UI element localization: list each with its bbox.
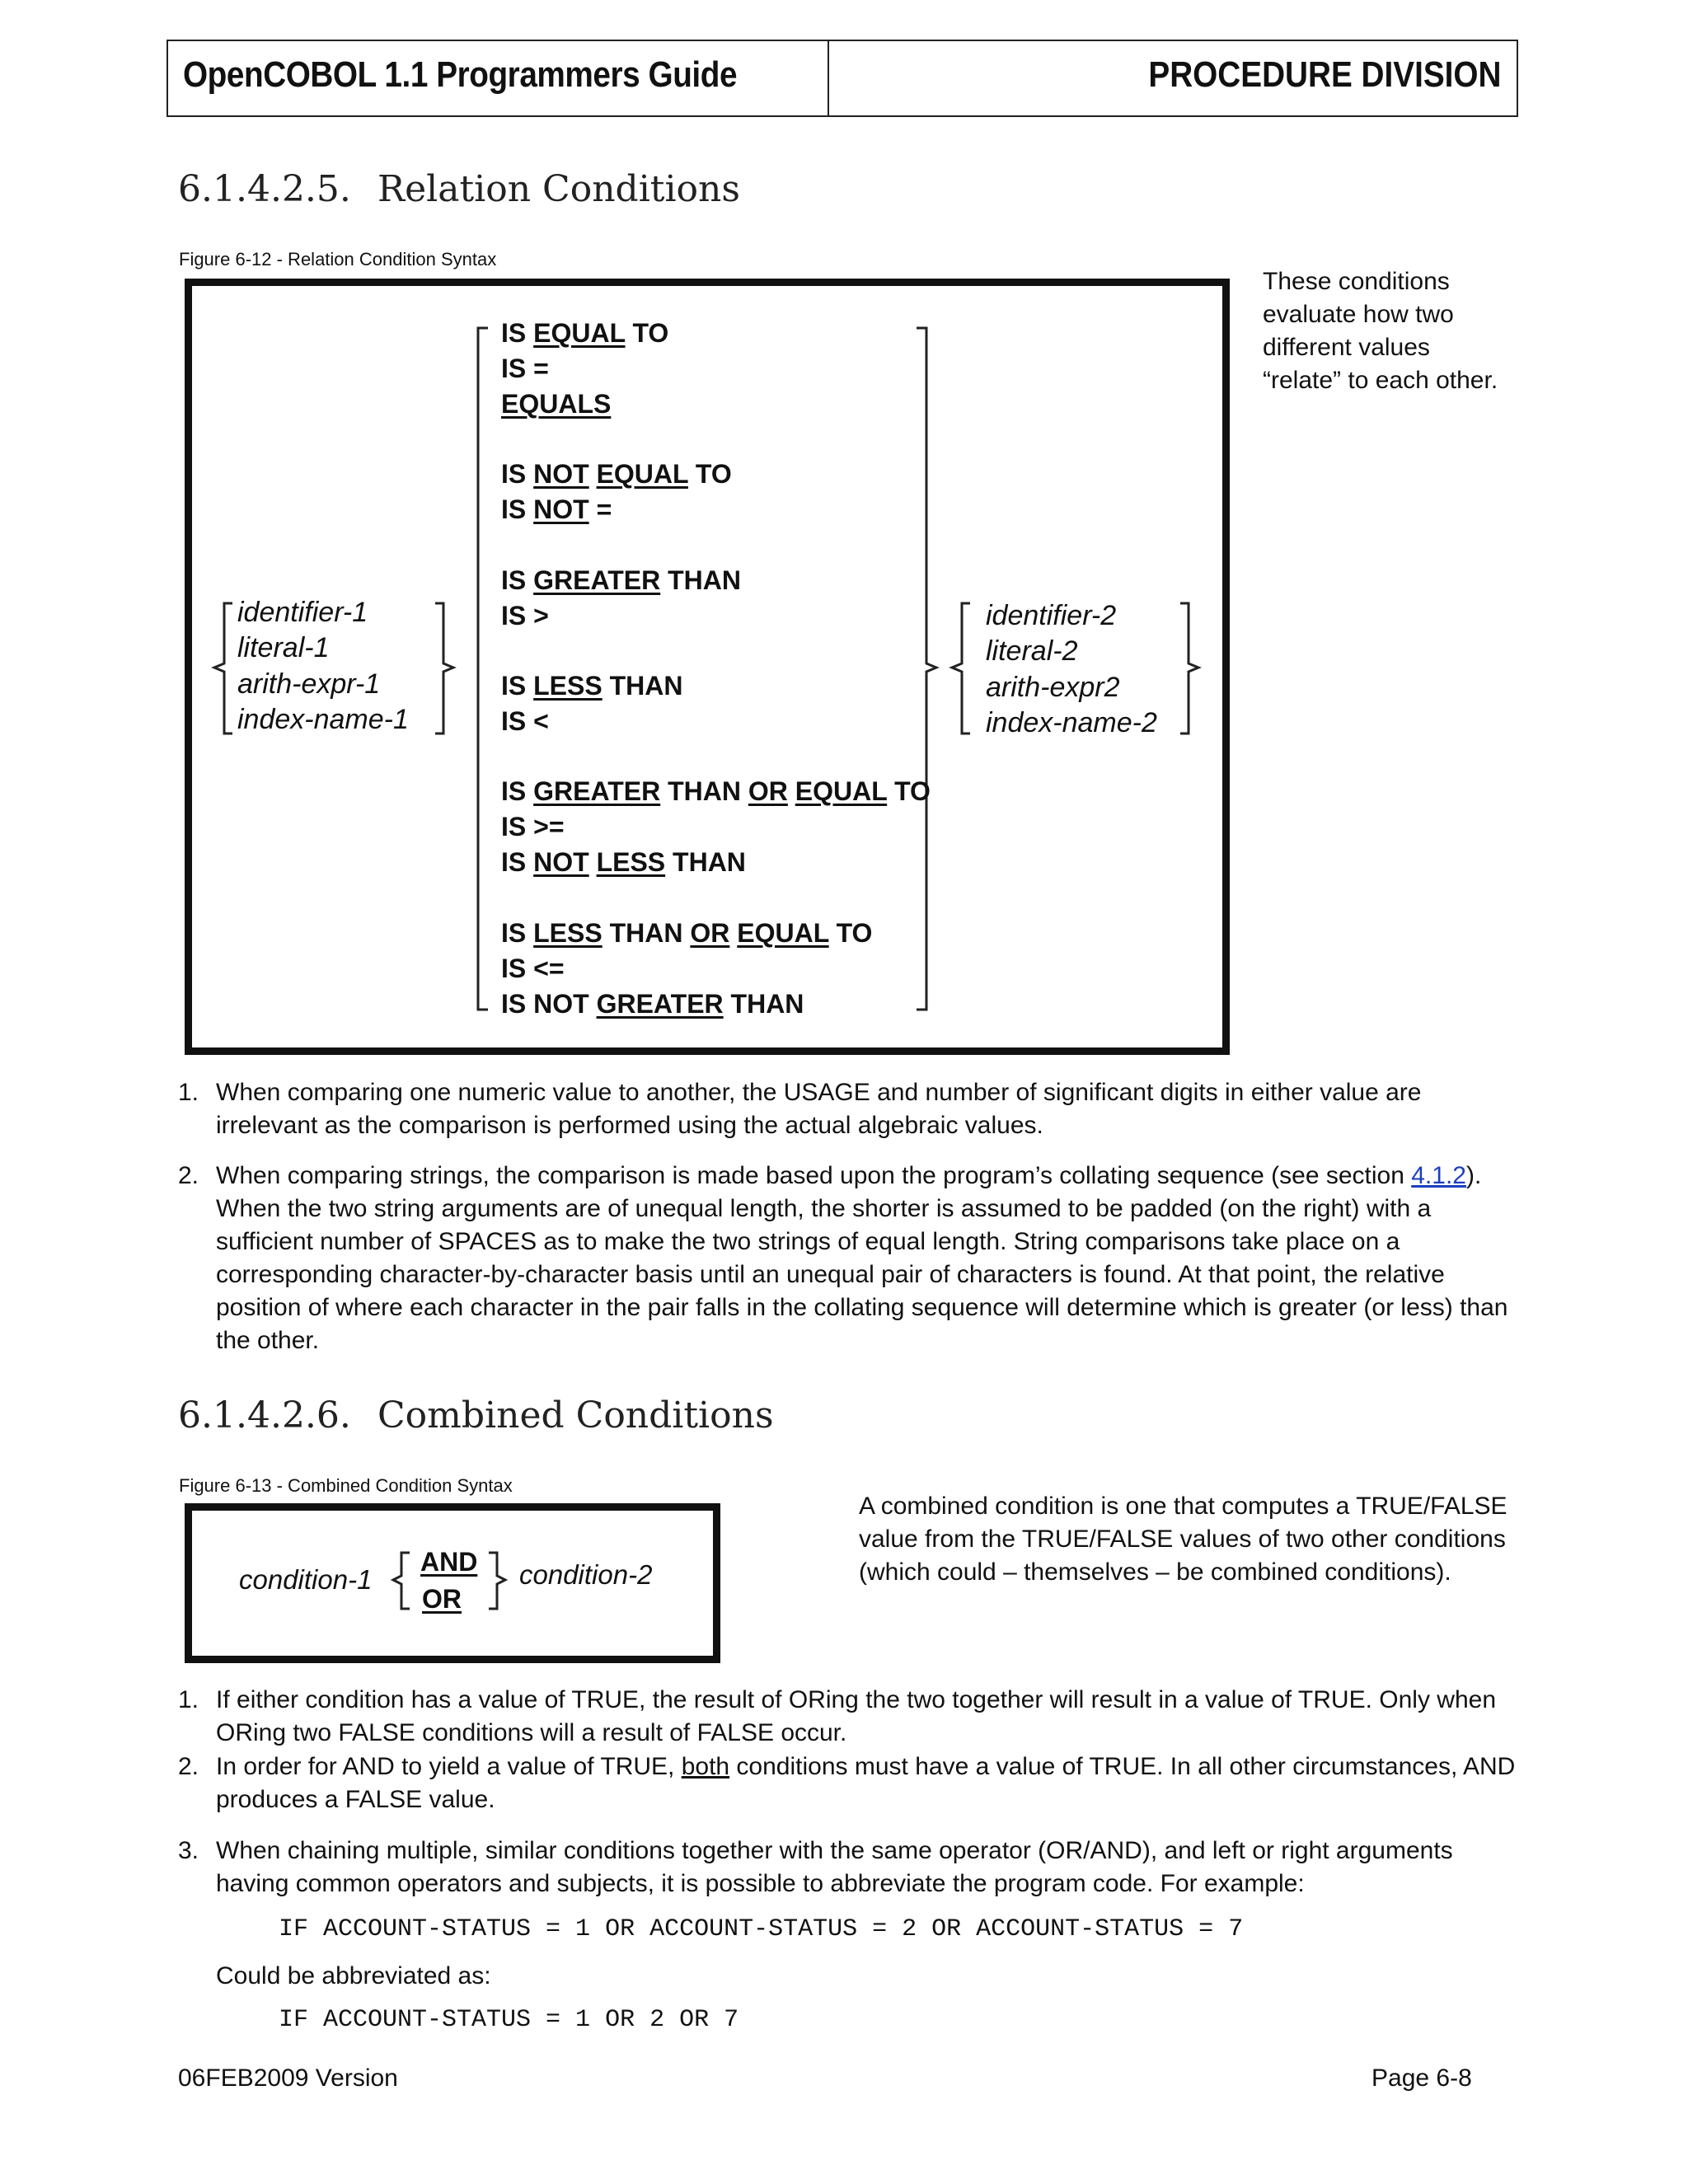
right-operand: arith-expr2 <box>986 672 1120 703</box>
operator-line: IS GREATER THAN <box>501 565 741 595</box>
footer-page: Page 6-8 <box>1372 2064 1472 2092</box>
section-link[interactable]: 4.1.2 <box>1411 1162 1466 1189</box>
right-operand: literal-2 <box>986 635 1078 667</box>
left-operand: index-name-1 <box>237 704 409 735</box>
section-number: 6.1.4.2.6. <box>178 1394 351 1436</box>
operator-line: IS <= <box>501 954 565 983</box>
list-number: 1. <box>178 1686 199 1713</box>
operator-line: IS >= <box>501 812 565 841</box>
list-item: When comparing one numeric value to another, the USAGE and number of significant digits in either value are irrelevant as the comparison is performed using the actual algebraic values. <box>216 1079 1422 1139</box>
list-number: 2. <box>178 1162 199 1189</box>
operator-line: IS LESS THAN OR EQUAL TO <box>501 918 873 948</box>
list-item: If either condition has a value of TRUE, the result of ORing the two together will result in a value of TRUE. Only when ORing two FALSE conditions will a result of FALSE occur. <box>216 1686 1496 1746</box>
abbrev-label: Could be abbreviated as: <box>216 1962 491 1990</box>
side-note: A combined condition is one that computes a TRUE/FALSE value from the TRUE/FALSE values of two other conditions (which could – themselves – be combined conditions). <box>859 1493 1507 1586</box>
left-operand: arith-expr-1 <box>237 668 381 700</box>
division-title: PROCEDURE DIVISION <box>1148 54 1502 95</box>
operator-line: IS LESS THAN <box>501 671 683 701</box>
operator-line: IS = <box>501 354 549 383</box>
operator-line: IS EQUAL TO <box>501 318 669 348</box>
left-operand: identifier-1 <box>237 597 368 628</box>
section-number: 6.1.4.2.5. <box>178 168 351 210</box>
keyword-or: OR <box>422 1584 462 1614</box>
list-number: 2. <box>178 1753 199 1780</box>
left-operand: literal-1 <box>237 632 330 663</box>
right-operand: index-name-2 <box>986 707 1157 738</box>
figure-caption: Figure 6-13 - Combined Condition Syntax <box>179 1475 513 1496</box>
code-example: IF ACCOUNT-STATUS = 1 OR 2 OR 7 <box>279 2006 739 2034</box>
condition-right: condition-2 <box>519 1559 653 1590</box>
list-number: 3. <box>178 1837 199 1864</box>
condition-left: condition-1 <box>239 1564 373 1595</box>
operator-line: EQUALS <box>501 389 612 419</box>
code-example: IF ACCOUNT-STATUS = 1 OR ACCOUNT-STATUS = 2 OR ACCOUNT-STATUS = 7 <box>279 1915 1244 1943</box>
operator-line: IS < <box>501 706 549 736</box>
list-number: 1. <box>178 1079 199 1106</box>
keyword-and: AND <box>420 1547 478 1577</box>
operator-line: IS > <box>501 601 549 630</box>
list-item: When comparing strings, the comparison is made based upon the program’s collating sequence (see section 4.1.2). When the two string arguments are of unequal length, the shorter is assumed to be padded (on the right) with a sufficient number of SPACES as to make the two strings of equal length. String comparisons take place on a corresponding character-by-character basis until an unequal pair of characters is found. At that point, the relative position of where each character in the pair falls in the collating sequence will determine which is greater (or less) than the other. <box>216 1162 1508 1354</box>
list-item: In order for AND to yield a value of TRUE, both conditions must have a value of TRUE. In all other circumstances, AND produces a FALSE value. <box>216 1753 1516 1813</box>
operator-line: IS NOT GREATER THAN <box>501 989 804 1019</box>
operator-line: IS NOT EQUAL TO <box>501 459 732 489</box>
operator-line: IS NOT = <box>501 494 612 524</box>
right-operand: identifier-2 <box>986 600 1117 631</box>
section-title: Combined Conditions <box>377 1394 774 1436</box>
operator-line: IS NOT LESS THAN <box>501 847 746 877</box>
operator-line: IS GREATER THAN OR EQUAL TO <box>501 776 931 806</box>
section-title: Relation Conditions <box>377 168 740 210</box>
figure-caption: Figure 6-12 - Relation Condition Syntax <box>179 249 497 269</box>
side-note: These conditions evaluate how two different values “relate” to each other. <box>1263 268 1498 394</box>
guide-title: OpenCOBOL 1.1 Programmers Guide <box>183 54 738 95</box>
footer-version: 06FEB2009 Version <box>178 2064 398 2092</box>
list-item: When chaining multiple, similar conditions together with the same operator (OR/AND), and left or right arguments having common operators and subjects, it is possible to abbreviate the program code. For example: <box>216 1837 1453 1897</box>
